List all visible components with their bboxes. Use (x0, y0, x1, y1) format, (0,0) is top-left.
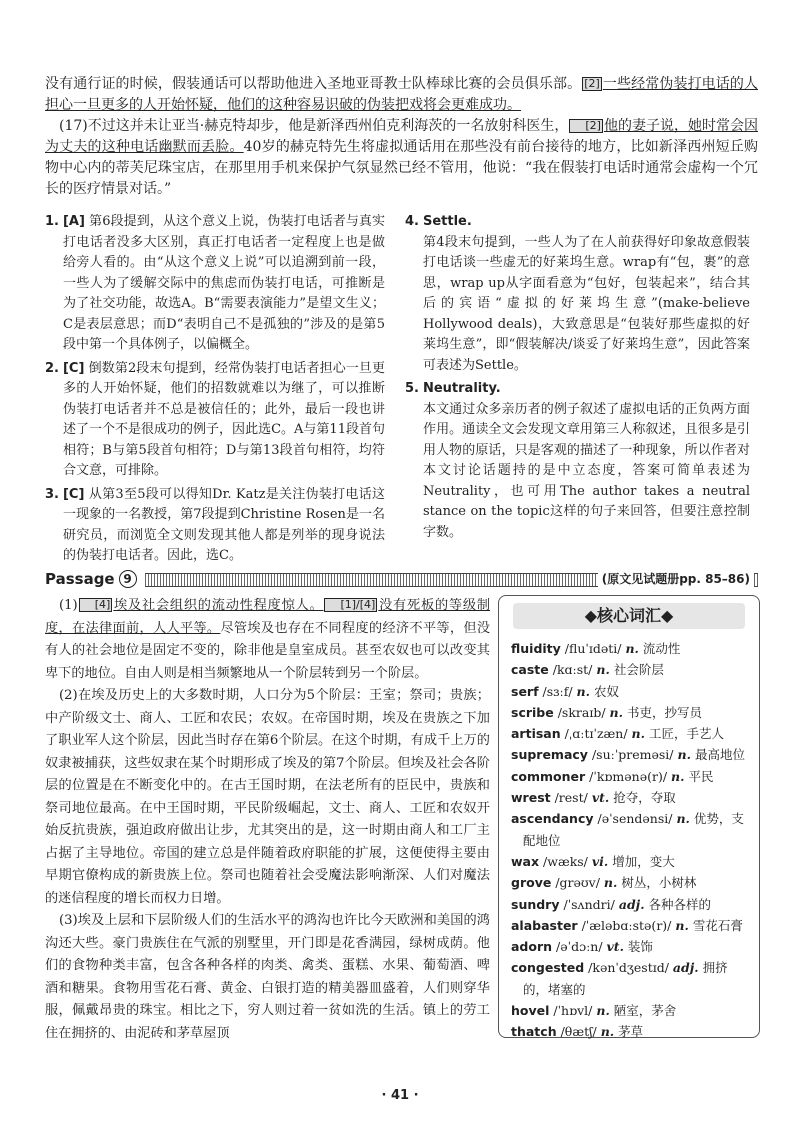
vocab-meaning: 流动性 (642, 641, 681, 656)
answer-key: [C] (62, 360, 85, 376)
answer-number: 4. (405, 214, 419, 229)
vocab-meaning: 增加，变大 (612, 853, 675, 869)
vocab-phonetic: /fluˈɪdəti/ (564, 641, 622, 656)
vocab-word: commoner (511, 768, 586, 784)
vocab-meaning: 茅草 (618, 1024, 644, 1040)
answer-item (405, 379, 750, 543)
vocab-meaning: 最高地位 (694, 747, 745, 763)
core-vocabulary-box (498, 595, 760, 1038)
vocab-part-of-speech: n. (596, 1003, 610, 1019)
vocab-word: serf (511, 683, 539, 699)
vocab-word: supremacy (511, 747, 588, 763)
vocab-entry (511, 957, 749, 1000)
vocab-entry (511, 744, 749, 765)
vocab-entry (511, 936, 749, 957)
vocab-phonetic: /əˈsendənsi/ (597, 811, 673, 827)
vocab-entry (511, 638, 749, 659)
vocab-part-of-speech: n. (596, 662, 610, 678)
vocab-entry (511, 1021, 749, 1042)
vocab-phonetic: /suːˈpreməsi/ (591, 747, 674, 763)
vocab-part-of-speech: n. (671, 768, 685, 784)
answer-key: [C] (62, 486, 85, 502)
vocab-word: adorn (511, 939, 553, 955)
vocab-meaning: 工匠，手艺人 (648, 726, 724, 742)
vocab-phonetic: /kɑːst/ (552, 662, 593, 678)
vocab-word: scribe (511, 704, 554, 720)
answer-number: 5. (405, 381, 419, 396)
underlined-text: 埃及社会组织的流动性程度惊人。 (113, 598, 324, 613)
text: 没有通行证的时候，假装通话可以帮助他进入圣地亚哥教士队棒球比赛的会员俱乐部。 (45, 76, 582, 92)
vocab-phonetic: /sɜːf/ (542, 683, 573, 699)
vocab-entry (511, 915, 749, 936)
vocab-part-of-speech: n. (576, 683, 590, 699)
paragraph-3: (3)埃及上层和下层阶级人们的生活水平的鸿沟也许比今天欧洲和美国的鸿沟还大些。豪门贵族住在气派的别墅里，开门即是花香满园，绿树成荫。他们的食物种类丰富，包含各种各样的肉类、禽类、蛋糕、水果、葡萄酒、啤酒和糖果。食物用雪花石膏、黄金、白银打造的精美器皿盛着，人们则穿华服，佩戴昂贵的珠宝。相比之下，穷人则过着一贫如洗的生活。镇上的劳工住在拥挤的、由泥砖和茅草屋顶 (45, 913, 490, 1041)
paragraph-2: (2)在埃及历史上的大多数时期，人口分为5个阶层：王室；祭司；贵族；中产阶级文士、商人、工匠和农民；农奴。在帝国时期，埃及在贵族之下加了职业军人这个阶层，因此当时存在第6个阶层。在这个时期，有成千上万的奴隶被捕获，这些奴隶在某个时期形成了埃及的第7个阶层。但埃及社会各阶层的位置是在不断变化中的。在古王国时期，在法老所有的臣民中，贵族和祭司地位最高。在中王国时期，平民阶级崛起，文士、商人、工匠和农奴开始反抗贵族，强迫政府做出让步，尤其突出的是，这一时期由商人和工厂主占据了主导地位。帝国的建立总是伴随着政府职能的扩展，这便使得主要由早期官僚构成的新贵族上位。祭司也随着社会受魔法影响渐深、人们对魔法的迷信程度的增长而权力日增。 (45, 688, 490, 906)
vocab-meaning: 书吏，抄写员 (626, 704, 702, 720)
answer-item (405, 212, 750, 376)
vocab-meaning: 树丛，小树林 (621, 875, 697, 891)
text: (17)不过这并未让亚当·赫克特却步，他是新泽西州伯克利海茨的一名放射科医生， (59, 118, 569, 134)
passage-8-continuation (45, 74, 758, 200)
vocab-part-of-speech: n. (677, 747, 691, 763)
vocab-meaning: 抢夺，夺取 (613, 790, 676, 806)
vocabulary-list (511, 638, 749, 1043)
answer-text: 倒数第2段末句提到，经常伪装打电话者担心一旦更多的人开始怀疑，他们的招数就难以为继了，可以推断伪装打电话者并不总是被信任的；此外，最后一段也讲述了一个不是很成功的例子，因此选C。A与第11段首句相符；B与第5段首句相符；D与第13段首句相符，均符合文意，可排除。 (63, 360, 385, 478)
vocab-word: caste (511, 662, 549, 678)
vocab-part-of-speech: adj. (672, 960, 699, 976)
vocabulary-title: ◆核心词汇◆ (513, 603, 745, 629)
vocab-word: wrest (511, 790, 551, 806)
vocab-entry (511, 787, 749, 808)
answer-text: 从第3至5段可以得知Dr. Katz是关注伪装打电话这一现象的一名教授，第7段提到Christine Rosen是一名研究员，而浏览全文则发现其他人都是列举的现身说法的伪装打电话者。因此，选C。 (63, 486, 385, 563)
vocab-meaning: 各种各样的 (648, 896, 712, 912)
vocab-part-of-speech: n. (676, 811, 690, 827)
vocab-part-of-speech: n. (631, 726, 645, 742)
vocab-phonetic: /kənˈdʒestɪd/ (588, 960, 669, 976)
vocab-part-of-speech: n. (625, 641, 639, 656)
underlined-text: 一些经常伪装打电话的人担心一旦更多的人开始怀疑，他们的这种容易识破的伪装把戏将会更难成功。 (45, 76, 759, 113)
vocab-phonetic: /ˈkɒmənə(r)/ (589, 768, 668, 784)
vocab-entry (511, 894, 749, 915)
vocab-meaning: 社会阶层 (613, 662, 664, 678)
vocab-phonetic: /ˌɑːtɪˈzæn/ (564, 726, 628, 742)
vocab-word: hovel (511, 1003, 550, 1019)
answer-item (45, 212, 385, 356)
vocab-word: ascendancy (511, 811, 594, 827)
answer-number: 3. (45, 486, 59, 502)
text: (1) (59, 598, 78, 613)
vocab-phonetic: /grəʊv/ (555, 875, 600, 891)
vocab-entry (511, 723, 749, 744)
vocab-phonetic: /skraɪb/ (557, 704, 606, 720)
vocab-meaning: 优势，支配地位 (523, 811, 744, 848)
vocab-entry (511, 681, 749, 702)
vocab-entry (511, 659, 749, 680)
vocab-word: artisan (511, 726, 561, 742)
text: 尽管埃及也存在不同程度的经济不平等，但没有人的社会地位是固定不变的，除非他是皇室成员。甚至农奴也可以改变其卑下的地位。自由人则是相当频繁地从一个阶层转到另一个阶层。 (45, 620, 491, 681)
vocab-part-of-speech: n. (675, 917, 689, 933)
answer-number: 1. (45, 214, 59, 229)
vocab-word: grove (511, 875, 552, 891)
answers-right-column (405, 212, 750, 546)
page-number: · 41 · (381, 1088, 419, 1103)
vocab-word: sundry (511, 896, 560, 912)
text: 40岁的赫克特先生将虚拟通话用在那些没有前台接待的地方，比如新泽西州短丘购物中心内的蒂芙尼珠宝店，在那里用手机来保护气氛显然已经不管用，他说：“我在假装打电话时通常会虚构一个冗长的医疗情景对话。” (45, 139, 758, 197)
vocab-entry (511, 872, 749, 893)
vocab-part-of-speech: adj. (618, 896, 645, 912)
answer-key: Neutrality. (422, 381, 501, 396)
question-tag: [1]/[4] (324, 598, 377, 612)
question-tag: [4] (79, 598, 113, 612)
vocab-meaning: 拥挤的，堵塞的 (523, 960, 728, 997)
vocab-entry (511, 808, 749, 851)
passage-label: Passage (45, 570, 115, 588)
vocab-word: thatch (511, 1024, 557, 1040)
answer-number: 2. (45, 360, 59, 376)
answers-left-column (45, 212, 385, 570)
vocab-phonetic: /θætʃ/ (560, 1024, 597, 1040)
answer-text: 第6段提到，从这个意义上说，伪装打电话者与真实打电话者没多大区别，真正打电话者一定程度上也是做给旁人看的。由“从这个意义上说”可以追溯到前一段，一些人为了缓解交际中的焦虑而伪装打电话，可推断是为了社交功能，故选A。B“需要表演能力”是望文生义；C是表层意思；而D“表明自己不是孤独的”涉及的是第5段中第一个具体例子，以偏概全。 (63, 214, 385, 352)
vocab-word: wax (511, 853, 540, 869)
question-tag: [2] (569, 119, 603, 133)
question-tag: [2] (584, 77, 600, 90)
vocab-part-of-speech: vi. (591, 853, 609, 869)
vocab-phonetic: /wæks/ (543, 853, 588, 869)
vocab-word: fluidity (511, 641, 561, 656)
source-reference: (原文见试题册pp. 85–86) (598, 568, 754, 590)
paragraph-16-end (45, 74, 758, 116)
vocab-part-of-speech: n. (600, 1024, 615, 1040)
vocab-phonetic: /ˈæləbɑːstə(r)/ (581, 917, 672, 933)
paragraph-17 (45, 116, 758, 200)
answer-text: 第4段末句提到，一些人为了在人前获得好印象故意假装打电话谈一些虚无的好莱坞生意。wrap有“包，裹”的意思，wrap up从字面看意为“包好，包装起来”，结合其后的宾语“虚拟的好莱坞生意”(make-believe Hollywood deals)，大致意思是“包装好那些虚拟的好莱坞生意”，即“假装解决/谈妥了好莱坞生意”，因此答案可表述为Settle。 (423, 234, 750, 373)
vocab-phonetic: /ˈhɒvl/ (553, 1003, 593, 1019)
answer-item (45, 359, 385, 482)
underlined-text: 没有死板的等级制度，在法律面前，人人平等。 (45, 598, 491, 636)
vocab-entry (511, 702, 749, 723)
vocab-part-of-speech: n. (603, 875, 618, 891)
passage-9-translation (45, 595, 490, 1045)
answer-key: [A] (62, 214, 85, 229)
vocab-part-of-speech: vt. (606, 939, 624, 955)
vocab-entry (511, 1000, 749, 1021)
underlined-text: 他的妻子说，她时常会因为丈夫的这种电话幽默而丢脸。 (45, 118, 759, 155)
vocab-entry (511, 851, 749, 872)
answer-item (45, 485, 385, 567)
passage-title (45, 568, 137, 590)
answer-text: 本文通过众多亲历者的例子叙述了虚拟电话的正负两方面作用。通读全文会发现文章用第三人称叙述，且很多是引用人物的原话，只是客观的描述了一种现象，所以作者对本文讨论话题持的是中立态度，答案可简单表述为Neutrality，也可用The author takes a neutral stance on the topic这样的句子来回答，但要注意控制字数。 (423, 401, 750, 540)
passage-header (45, 568, 758, 590)
vocab-phonetic: /ˈsʌndri/ (563, 896, 615, 912)
vocab-entry (511, 766, 749, 787)
answer-key: Settle. (422, 214, 472, 229)
vocab-meaning: 农奴 (593, 683, 619, 699)
passage-number: 9 (119, 570, 137, 588)
vocab-meaning: 装饰 (627, 939, 653, 955)
vocab-meaning: 陋室，茅舍 (613, 1003, 677, 1019)
vocab-meaning: 平民 (688, 768, 714, 784)
vocab-part-of-speech: vt. (591, 790, 610, 806)
vocab-phonetic: /əˈdɔːn/ (556, 939, 603, 955)
vocab-word: congested (511, 960, 585, 976)
vocab-phonetic: /rest/ (554, 790, 588, 806)
vocab-word: alabaster (511, 917, 578, 933)
paragraph-1 (45, 595, 490, 685)
vocab-meaning: 雪花石膏 (692, 917, 743, 933)
vocab-part-of-speech: n. (609, 704, 623, 720)
